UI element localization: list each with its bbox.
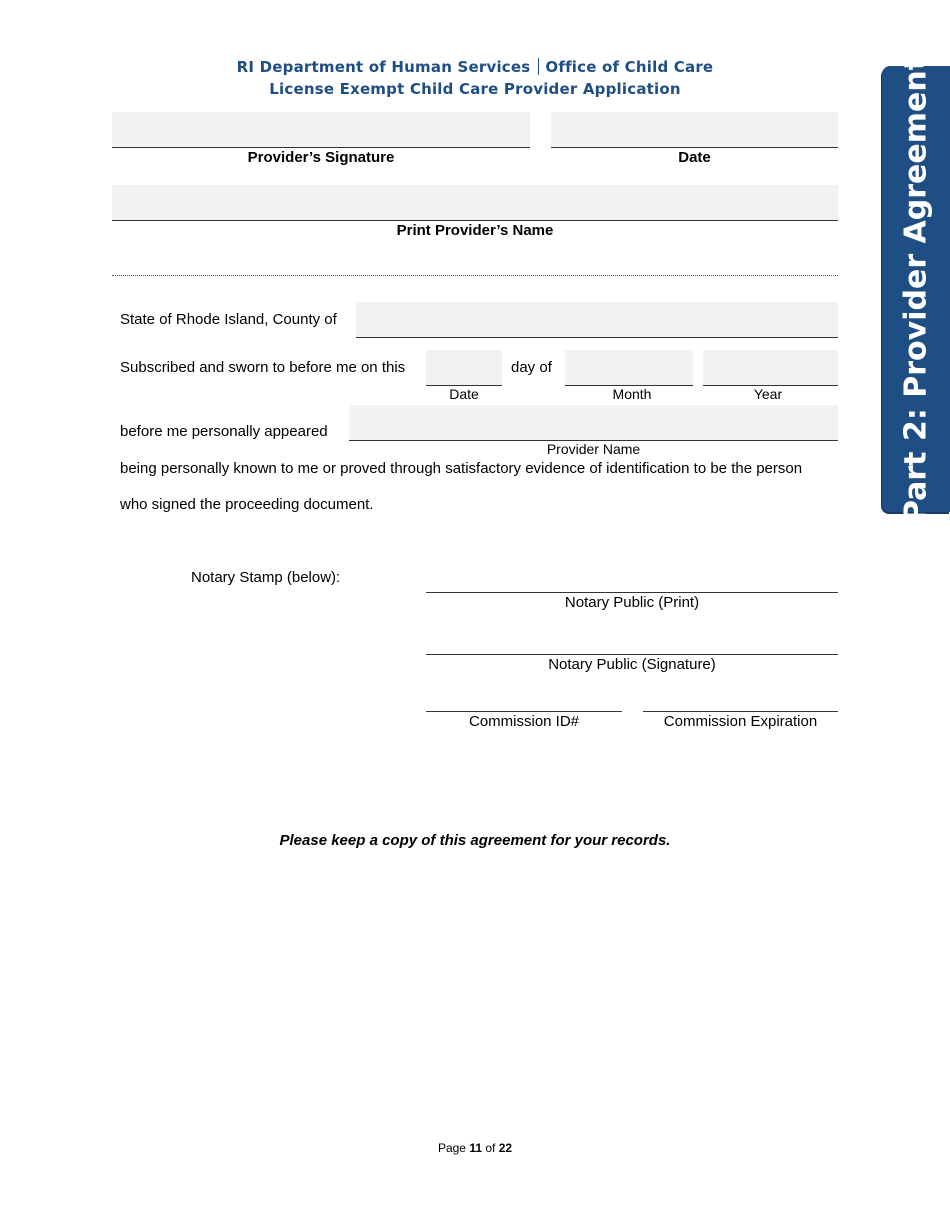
page-number [0,1141,950,1155]
part-tab-label: Part 2: Provider Agreement [898,55,934,523]
provider-name-label: Provider Name [546,441,641,457]
notary-signature-label: Notary Public (Signature) [548,656,716,673]
known-text-line-2: who signed the proceeding document. [120,496,374,513]
header-line-1 [0,58,950,76]
commission-expiration-line[interactable] [643,711,838,712]
keep-copy-note: Please keep a copy of this agreement for your records. [279,832,671,849]
section-divider [112,275,838,276]
notary-stamp-label: Notary Stamp (below): [191,569,341,586]
page-of: of [485,1141,496,1155]
notary-print-line[interactable] [426,592,838,593]
provider-name-field[interactable] [349,405,838,441]
notary-signature-line[interactable] [426,654,838,655]
provider-signature-field[interactable] [112,112,530,148]
commission-expiration-label: Commission Expiration [663,713,818,730]
day-of-text: day of [511,359,552,376]
signature-date-field[interactable] [551,112,838,148]
commission-id-label: Commission ID# [468,713,580,730]
office-name: Office of Child Care [545,58,714,76]
page-total: 22 [498,1141,513,1155]
page-prefix: Page [437,1141,466,1155]
header-separator [538,58,539,75]
provider-signature-label: Provider’s Signature [247,149,395,166]
print-provider-name-label: Print Provider’s Name [396,222,554,239]
sworn-date-label: Date [449,386,479,402]
department-name: RI Department of Human Services [236,58,531,76]
sworn-month-field[interactable] [565,350,693,386]
print-provider-name-field[interactable] [112,185,838,221]
appeared-text: before me personally appeared [120,423,328,440]
part-tab [882,55,950,523]
sworn-year-label: Year [753,386,783,402]
sworn-text: Subscribed and sworn to before me on this [120,359,406,376]
known-text-line-1: being personally known to me or proved through satisfactory evidence of identification to be the person [120,460,803,477]
county-text: State of Rhode Island, County of [120,311,337,328]
notary-print-label: Notary Public (Print) [564,594,700,611]
page-current: 11 [469,1141,482,1155]
sworn-month-label: Month [612,386,652,402]
form-subtitle: License Exempt Child Care Provider Application [269,80,681,98]
sworn-date-field[interactable] [426,350,502,386]
date-label: Date [678,149,711,166]
county-field[interactable] [356,302,838,338]
commission-id-line[interactable] [426,711,622,712]
sworn-year-field[interactable] [703,350,838,386]
